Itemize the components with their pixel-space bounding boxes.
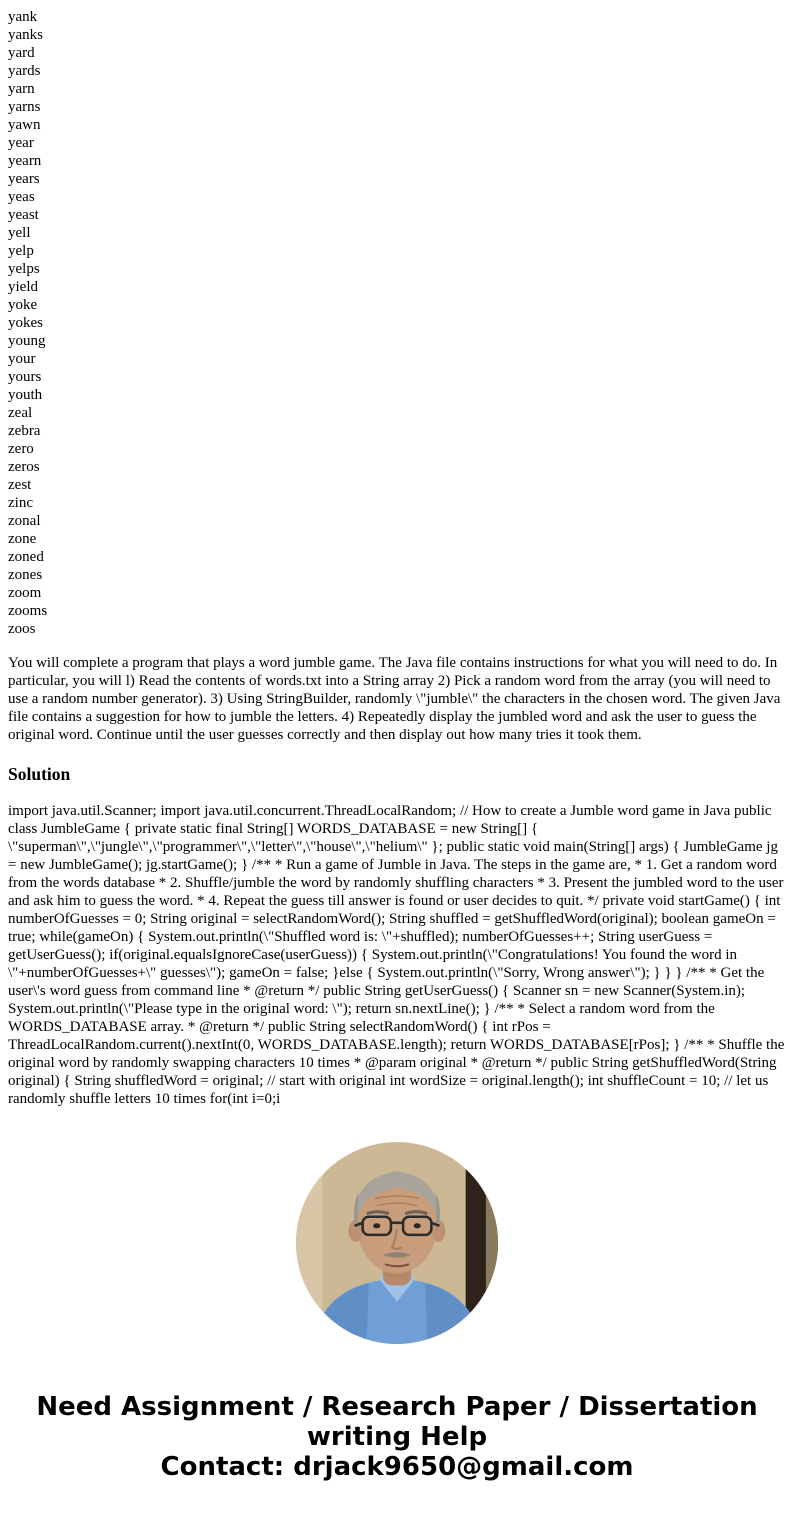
- word-item: yours: [8, 369, 42, 385]
- word-item: young: [8, 333, 46, 349]
- assignment-paragraph: You will complete a program that plays a word jumble game. The Java file contains instructions for what you will need to do. In particular, you will l) Read the contents of words.txt into a String array 2) Pick a random word from the array (you will need to use a random number generator). 3) Using StringBuilder, randomly \"jumble\" the characters in the chosen word. The given Java file contains a suggestion for how to jumble the letters. 4) Repeatedly display the jumbled word and ask the user to guess the original word. Continue until the user guesses correctly and then display out how many tries it took them.: [8, 655, 781, 743]
- word-item: yanks: [8, 27, 43, 43]
- word-item: yards: [8, 63, 41, 79]
- word-item: zeal: [8, 405, 33, 421]
- page: [8, 8, 786, 1482]
- solution-heading: Solution: [8, 764, 71, 784]
- word-item: yoke: [8, 297, 38, 313]
- word-item: years: [8, 171, 40, 187]
- solution-code-text: import java.util.Scanner; import java.util.concurrent.ThreadLocalRandom; // How to create a Jumble word game in Java public class JumbleGame { private static final String[] WORDS_DATABASE = new String[] { \"superman\",\"jungle\",\"programmer\",\"letter\",\"house\",\"helium\" }; public static void main(String[] args) { JumbleGame jg = new JumbleGame(); jg.startGame(); } /** * Run a game of Jumble in Java. The steps in the game are, * 1. Get a random word from the words database * 2. Shuffle/jumble the word by randomly shuffling characters * 3. Present the jumbled word to the user and ask him to guess the word. * 4. Repeat the guess till answer is found or user decides to quit. */ private void startGame() { int numberOfGuesses = 0; String original = selectRandomWord(); String shuffled = getShuffledWord(original); boolean gameOn = true; while(gameOn) { System.out.println(\"Shuffled word is: \"+shuffled); numberOfGuesses++; String userGuess = getUserGuess(); if(original.equalsIgnoreCase(userGuess)) { System.out.println(\"Congratulations! You found the word in \"+numberOfGuesses+\" guesses\"); gameOn = false; }else { System.out.println(\"Sorry, Wrong answer\"); } } } /** * Get the user\'s word guess from command line * @return */ public String getUserGuess() { Scanner sn = new Scanner(System.in); System.out.println(\"Please type in the original word: \"); return sn.nextLine(); } /** * Select a random word from the WORDS_DATABASE array. * @return */ public String selectRandomWord() { int rPos = ThreadLocalRandom.current().nextInt(0, WORDS_DATABASE.length); return WORDS_DATABASE[rPos]; } /** * Shuffle the original word by randomly swapping characters 10 times * @param original * @return */ public String getShuffledWord(String original) { String shuffledWord = original; // start with original int wordSize = original.length(); int shuffleCount = 10; // let us randomly shuffle letters 10 times for(int i=0;i: [8, 803, 785, 1107]
- word-item: yarn: [8, 81, 35, 97]
- word-item: zone: [8, 531, 37, 547]
- word-item: zonal: [8, 513, 41, 529]
- photo-section: [8, 1142, 786, 1344]
- word-item: yell: [8, 225, 31, 241]
- word-item: zones: [8, 567, 43, 583]
- word-item: zoned: [8, 549, 44, 565]
- help-title: Need Assignment / Research Paper / Dissertation writing Help: [36, 1392, 758, 1452]
- word-item: youth: [8, 387, 43, 403]
- word-item: zeros: [8, 459, 40, 475]
- word-item: yelp: [8, 243, 34, 259]
- word-item: yawn: [8, 117, 41, 133]
- word-item: zooms: [8, 603, 48, 619]
- contact-line: Contact: drjack9650@gmail.com: [160, 1452, 634, 1482]
- word-item: zebra: [8, 423, 41, 439]
- word-item: zinc: [8, 495, 33, 511]
- word-item: zero: [8, 441, 34, 457]
- word-item: zest: [8, 477, 32, 493]
- word-item: yank: [8, 9, 38, 25]
- word-item: year: [8, 135, 34, 151]
- footer: [8, 1392, 786, 1482]
- word-item: yearn: [8, 153, 42, 169]
- word-item: zoom: [8, 585, 42, 601]
- person-photo-graphic: [296, 1142, 498, 1344]
- word-item: zoos: [8, 621, 36, 637]
- word-item: your: [8, 351, 36, 367]
- word-item: yeast: [8, 207, 39, 223]
- word-item: yelps: [8, 261, 40, 277]
- word-item: yield: [8, 279, 38, 295]
- word-item: yard: [8, 45, 35, 61]
- word-item: yokes: [8, 315, 43, 331]
- word-list: [8, 8, 786, 638]
- word-item: yarns: [8, 99, 41, 115]
- person-photo: [296, 1142, 498, 1344]
- word-item: yeas: [8, 189, 35, 205]
